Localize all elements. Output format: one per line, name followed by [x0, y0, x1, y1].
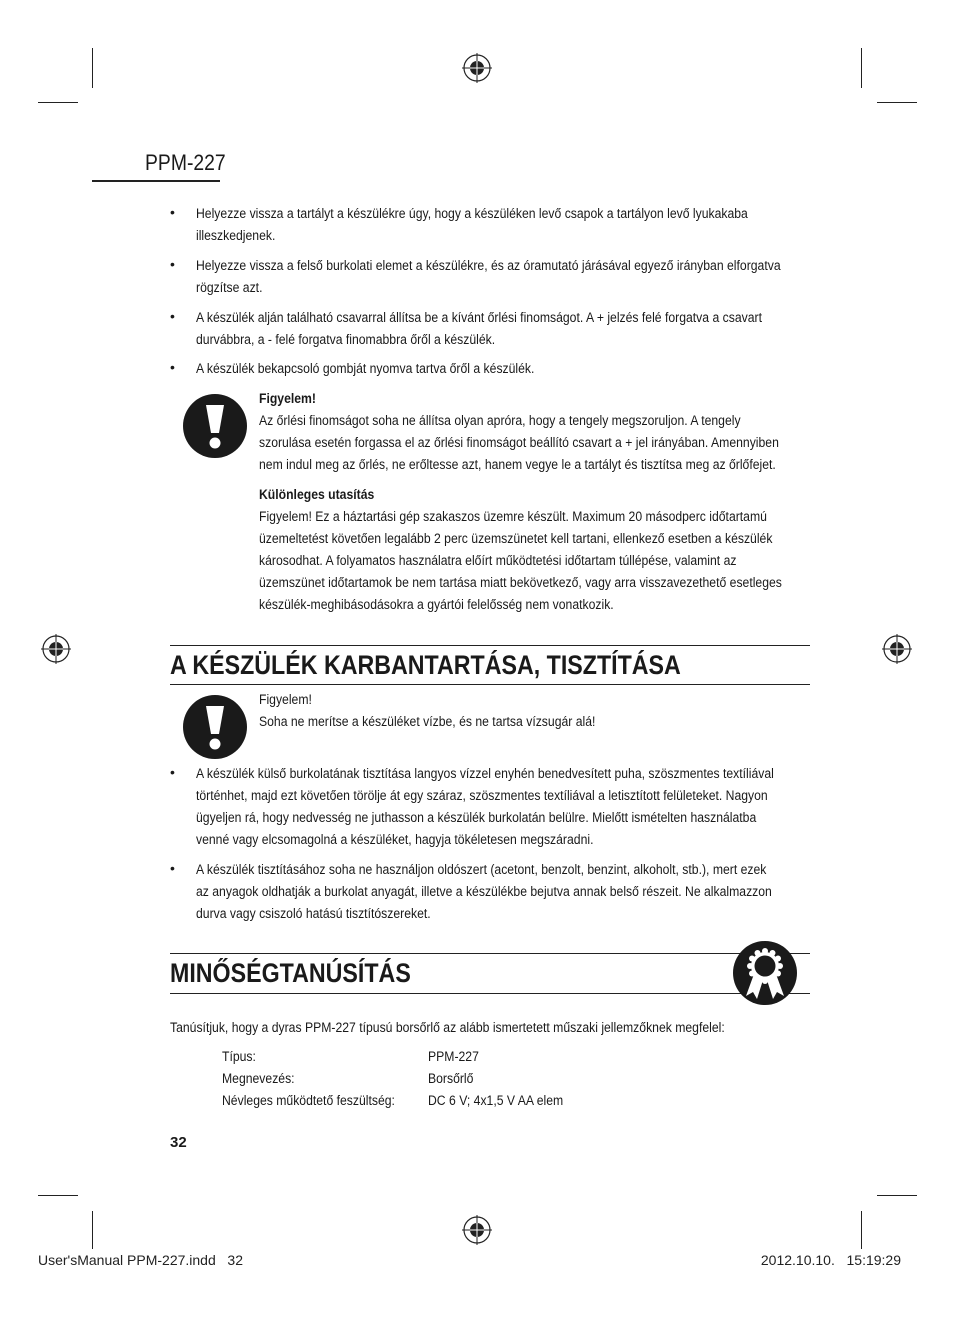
crop-mark: [92, 48, 93, 88]
bullet-line: venné vagy elcsomagolná a készüléket, hagyja tökéletesen megszáradni.: [196, 832, 594, 848]
crop-mark: [877, 102, 917, 103]
bullet-line: A készülék külső burkolatának tisztítása langyos vízzel enyhén benedvesített puha, szöszmentes textíliával: [196, 766, 774, 782]
section-rule: [170, 645, 810, 646]
spec-label: Megnevezés:: [222, 1071, 295, 1087]
warning-line: Figyelem!: [259, 692, 312, 708]
bullet-dot: •: [170, 308, 175, 324]
crop-mark: [92, 1211, 93, 1249]
bullet-line: A készülék alján található csavarral állítsa be a kívánt őrlési finomságot. A + jelzés felé forgatva a csavart: [196, 310, 762, 326]
bullet-line: ügyeljen rá, hogy nedvesség ne juthasson a készülék burkolatán belülre. Mielőtt ismételten használatba: [196, 810, 757, 826]
model-header: PPM-227: [145, 150, 226, 175]
crop-mark: [38, 1195, 78, 1196]
slug-datetime: 2012.10.10. 15:19:29: [760, 1252, 901, 1268]
special-line: üzemeltetést követően legalább 2 perc üzemszünetet kell tartani, ellenkező esetben a készülék: [259, 531, 773, 547]
spec-label: Típus:: [222, 1049, 256, 1065]
bullet-dot: •: [170, 256, 175, 272]
warning-line: Soha ne merítse a készüléket vízbe, és ne tartsa vízsugár alá!: [259, 714, 596, 730]
bullet-dot: •: [170, 359, 175, 375]
exclamation-icon: [182, 694, 248, 760]
crop-mark: [861, 48, 862, 88]
quality-intro: Tanúsítjuk, hogy a dyras PPM-227 típusú borsőrlő az alább ismertetett műszaki jellemzőknek megfelel:: [170, 1020, 725, 1036]
bullet-line: A készülék tisztításához soha ne használjon oldószert (acetont, benzolt, benzint, alkoholt, stb.), mert ezek: [196, 862, 767, 878]
bullet-line: durva vagy csiszoló hatású tisztítószereket.: [196, 906, 431, 922]
crop-mark: [861, 1211, 862, 1249]
special-line: Figyelem! Ez a háztartási gép szakaszos üzemre készült. Maximum 20 másodperc időtartamú: [259, 509, 767, 525]
special-title: Különleges utasítás: [259, 487, 375, 503]
section-title-maintenance: A KÉSZÜLÉK KARBANTARTÁSA, TISZTÍTÁSA: [170, 650, 681, 680]
crop-mark: [877, 1195, 917, 1196]
bullet-line: A készülék bekapcsoló gombját nyomva tartva őről a készülék.: [196, 361, 535, 377]
registration-mark-icon: [462, 53, 492, 83]
bullet-line: az anyagok oldhatják a burkolat anyagát, illetve a készülékbe bejutva annak belső részeit. Ne alkalmazzon: [196, 884, 772, 900]
bullet-line: Helyezze vissza a felső burkolati elemet a készülékre, és az óramutató járásával egyező irányban elforgatva: [196, 258, 781, 274]
warning-line: Az őrlési finomságot soha ne állítsa olyan apróra, hogy a tengely megszoruljon. A tengely: [259, 413, 741, 429]
exclamation-icon: [182, 393, 248, 459]
section-rule: [170, 993, 810, 994]
special-line: üzemszünet időtartamok be nem tartása miatt bekövetkező, vagy arra visszavezethető esetleges: [259, 575, 782, 591]
warning-line: szorulása esetén forgassa el az őrlési finomságot beállító csavart a + jel irányában. Amennyiben: [259, 435, 779, 451]
spec-value: DC 6 V; 4x1,5 V AA elem: [428, 1093, 564, 1109]
bullet-dot: •: [170, 860, 175, 876]
bullet-dot: •: [170, 204, 175, 220]
bullet-line: durvábbra, a - felé forgatva finomabbra őről a készülék.: [196, 332, 496, 348]
registration-mark-icon: [41, 634, 71, 664]
section-title-quality: MINŐSÉGTANÚSÍTÁS: [170, 958, 411, 988]
header-rule: [92, 180, 220, 182]
special-line: készülék-meghibásodásokra a gyártói felelősség nem vonatkozik.: [259, 597, 614, 613]
page-number: 32: [170, 1134, 187, 1151]
crop-mark: [38, 102, 78, 103]
special-line: károsodhat. A folyamatos használatra előírt működtetési időtartam túllépése, valamint az: [259, 553, 737, 569]
bullet-dot: •: [170, 764, 175, 780]
warning-title: Figyelem!: [259, 391, 316, 407]
registration-mark-icon: [882, 634, 912, 664]
spec-value: Borsőrlő: [428, 1071, 474, 1087]
rosette-icon: [732, 940, 798, 1006]
section-rule: [170, 684, 810, 685]
bullet-line: illeszkedjenek.: [196, 228, 276, 244]
bullet-line: Helyezze vissza a tartályt a készülékre úgy, hogy a készüléken levő csapok a tartályon levő lyukakaba: [196, 206, 748, 222]
registration-mark-icon: [462, 1215, 492, 1245]
bullet-line: rögzítse azt.: [196, 280, 263, 296]
section-rule: [170, 953, 810, 954]
slug-file: User'sManual PPM-227.indd 32: [38, 1252, 243, 1268]
bullet-line: történhet, majd ezt követően törölje át egy száraz, szöszmentes textíliával a letisztított felületeket. Nagyon: [196, 788, 768, 804]
spec-value: PPM-227: [428, 1049, 479, 1065]
warning-line: nem indul meg az őrlés, ne erőltesse azt, hanem vegye le a tartályt és tisztítsa meg az őrlőfejet.: [259, 457, 776, 473]
spec-label: Névleges működtető feszültség:: [222, 1093, 395, 1109]
